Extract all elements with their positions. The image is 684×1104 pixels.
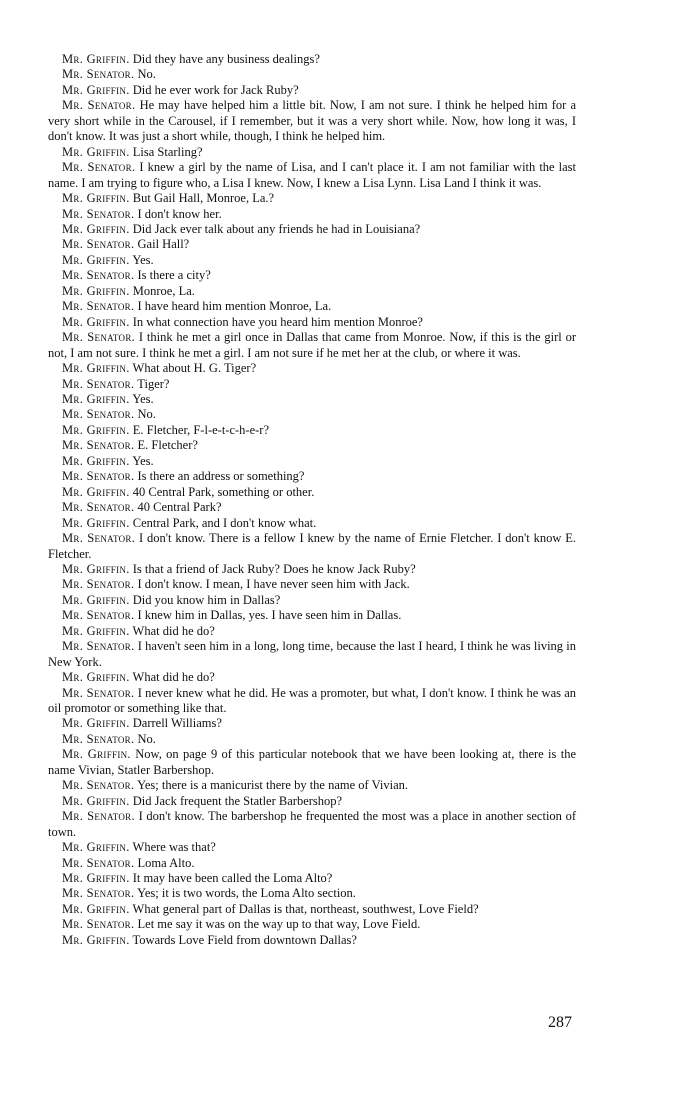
speech-text: Did he ever work for Jack Ruby? <box>132 82 299 97</box>
speech-text: Where was that? <box>132 840 216 855</box>
speech-text: Did you know him in Dallas? <box>132 592 281 607</box>
speech-text: Lisa Starling? <box>132 144 203 159</box>
speaker-name: Mr. Senator. <box>62 160 136 175</box>
speaker-name: Mr. Senator. <box>62 330 136 345</box>
speech-text: It may have been called the Loma Alto? <box>132 871 333 886</box>
speaker-name: Mr. Griffin. <box>62 191 130 206</box>
speaker-name: Mr. Senator. <box>62 917 135 932</box>
transcript-paragraph <box>48 268 576 283</box>
speaker-name: Mr. Griffin. <box>62 932 130 947</box>
speaker-name: Mr. Griffin. <box>62 623 130 638</box>
speech-text: But Gail Hall, Monroe, La.? <box>132 191 275 206</box>
speaker-name: Mr. Senator. <box>62 500 135 515</box>
speech-text: E. Fletcher? <box>137 438 198 453</box>
speaker-name: Mr. Griffin. <box>62 252 130 267</box>
speaker-name: Mr. Griffin. <box>62 793 130 808</box>
speech-text: E. Fletcher, F-l-e-t-c-h-e-r? <box>132 422 269 437</box>
speaker-name: Mr. Senator. <box>62 531 136 546</box>
speech-text: What general part of Dallas is that, northeast, southwest, Love Field? <box>132 901 479 916</box>
transcript-paragraph <box>48 160 576 191</box>
transcript-paragraph <box>48 593 576 608</box>
transcript-paragraph <box>48 407 576 422</box>
speech-text: Monroe, La. <box>132 283 195 298</box>
transcript-paragraph <box>48 840 576 855</box>
transcript-paragraph <box>48 639 576 670</box>
transcript-paragraph <box>48 933 576 948</box>
transcript-paragraph <box>48 856 576 871</box>
speech-text: I think he met a girl once in Dallas that came from Monroe. Now, if this is the girl or not, I am not sure. I think he met a girl. I am not sure if he met her at the club, or where it was. <box>48 330 576 360</box>
transcript-paragraph <box>48 423 576 438</box>
transcript-paragraph <box>48 624 576 639</box>
speech-text: Let me say it was on the way up to that way, Love Field. <box>137 917 421 932</box>
speaker-name: Mr. Senator. <box>62 237 135 252</box>
transcript-paragraph <box>48 191 576 206</box>
speaker-name: Mr. Senator. <box>62 268 135 283</box>
speaker-name: Mr. Griffin. <box>62 361 130 376</box>
speech-text: Did Jack ever talk about any friends he had in Louisiana? <box>132 221 421 236</box>
speaker-name: Mr. Griffin. <box>62 901 130 916</box>
transcript-paragraph <box>48 531 576 562</box>
transcript-paragraph <box>48 516 576 531</box>
speaker-name: Mr. Senator. <box>62 685 135 700</box>
speaker-name: Mr. Griffin. <box>62 515 130 530</box>
transcript-paragraph <box>48 315 576 330</box>
transcript-paragraph <box>48 871 576 886</box>
speaker-name: Mr. Griffin. <box>62 52 130 66</box>
speech-text: Towards Love Field from downtown Dallas? <box>132 932 357 947</box>
speech-text: Yes. <box>132 453 154 468</box>
speaker-name: Mr. Senator. <box>62 376 135 391</box>
speaker-name: Mr. Griffin. <box>62 840 130 855</box>
transcript-paragraph <box>48 778 576 793</box>
speaker-name: Mr. Senator. <box>62 67 135 82</box>
transcript-paragraph <box>48 500 576 515</box>
speaker-name: Mr. Senator. <box>62 299 135 314</box>
speech-text: I don't know. The barbershop he frequented the most was a place in another section of town. <box>48 809 576 839</box>
transcript-paragraph <box>48 747 576 778</box>
speaker-name: Mr. Griffin. <box>62 391 130 406</box>
speech-text: Did they have any business dealings? <box>132 52 320 66</box>
speaker-name: Mr. Griffin. <box>62 221 130 236</box>
speech-text: Is there an address or something? <box>137 469 305 484</box>
speech-text: I don't know her. <box>137 206 222 221</box>
speaker-name: Mr. Senator. <box>62 577 135 592</box>
transcript-paragraph <box>48 438 576 453</box>
speech-text: Did Jack frequent the Statler Barbershop? <box>132 793 343 808</box>
speaker-name: Mr. Griffin. <box>62 283 130 298</box>
transcript-paragraph <box>48 145 576 160</box>
speaker-name: Mr. Griffin. <box>62 82 130 97</box>
speech-text: Tiger? <box>137 376 170 391</box>
transcript-paragraph <box>48 253 576 268</box>
speaker-name: Mr. Griffin. <box>62 592 130 607</box>
speech-text: What did he do? <box>132 670 215 685</box>
speaker-name: Mr. Senator. <box>62 855 135 870</box>
speech-text: Yes. <box>132 391 154 406</box>
transcript-paragraph <box>48 330 576 361</box>
transcript-paragraph <box>48 469 576 484</box>
speech-text: Yes; it is two words, the Loma Alto section. <box>137 886 356 901</box>
speech-text: Central Park, and I don't know what. <box>132 515 317 530</box>
speech-text: Now, on page 9 of this particular notebook that we have been looking at, there is the name Vivian, Statler Barbershop. <box>48 747 576 777</box>
transcript-paragraph <box>48 902 576 917</box>
speech-text: He may have helped him a little bit. Now, I am not sure. I think he helped him for a very short while in the Carousel, if I remember, but it was a very short while. Now, how long it was, I don't know. It was just a short while, though, I think he helped him. <box>48 98 577 144</box>
transcript-paragraph <box>48 886 576 901</box>
speech-text: No. <box>137 407 156 422</box>
speaker-name: Mr. Griffin. <box>62 314 130 329</box>
transcript-paragraph <box>48 454 576 469</box>
speech-text: I knew him in Dallas, yes. I have seen him in Dallas. <box>137 608 402 623</box>
speaker-name: Mr. Griffin. <box>62 871 130 886</box>
transcript-paragraph <box>48 52 576 67</box>
speech-text: 40 Central Park, something or other. <box>132 484 315 499</box>
transcript-paragraph <box>48 686 576 717</box>
transcript-paragraph <box>48 809 576 840</box>
speech-text: What about H. G. Tiger? <box>132 361 257 376</box>
speech-text: Darrell Williams? <box>132 716 222 731</box>
speech-text: 40 Central Park? <box>137 500 222 515</box>
transcript-paragraph <box>48 732 576 747</box>
speech-text: Gail Hall? <box>137 237 190 252</box>
transcript-paragraph <box>48 716 576 731</box>
transcript-paragraph <box>48 670 576 685</box>
speaker-name: Mr. Senator. <box>62 206 135 221</box>
transcript-paragraph <box>48 67 576 82</box>
transcript-paragraph <box>48 83 576 98</box>
transcript-paragraph <box>48 237 576 252</box>
speaker-name: Mr. Senator. <box>62 608 135 623</box>
speech-text: Loma Alto. <box>137 855 195 870</box>
transcript-paragraph <box>48 562 576 577</box>
speaker-name: Mr. Griffin. <box>62 561 130 576</box>
speaker-name: Mr. Griffin. <box>62 747 131 762</box>
speech-text: No. <box>137 67 156 82</box>
speaker-name: Mr. Senator. <box>62 809 135 824</box>
speaker-name: Mr. Senator. <box>62 778 135 793</box>
speaker-name: Mr. Griffin. <box>62 670 130 685</box>
speech-text: I never knew what he did. He was a promoter, but what, I don't know. I think he was an oil promotor or something like that. <box>48 685 577 716</box>
transcript-paragraph <box>48 222 576 237</box>
speech-text: I don't know. I mean, I have never seen him with Jack. <box>137 577 410 592</box>
speech-text: Is there a city? <box>137 268 211 283</box>
transcript-paragraph <box>48 98 576 144</box>
speaker-name: Mr. Senator. <box>62 731 135 746</box>
speaker-name: Mr. Senator. <box>62 407 135 422</box>
speaker-name: Mr. Senator. <box>62 886 135 901</box>
transcript-paragraph <box>48 608 576 623</box>
transcript-paragraph <box>48 361 576 376</box>
speaker-name: Mr. Senator. <box>62 639 135 654</box>
speaker-name: Mr. Griffin. <box>62 716 130 731</box>
speech-text: I don't know. There is a fellow I knew by the name of Ernie Fletcher. I don't know E. Fletcher. <box>48 531 577 561</box>
transcript-paragraph <box>48 577 576 592</box>
speaker-name: Mr. Senator. <box>62 98 136 113</box>
speaker-name: Mr. Griffin. <box>62 422 130 437</box>
speech-text: What did he do? <box>132 623 215 638</box>
speech-text: I haven't seen him in a long, long time, because the last I heard, I think he was living in New York. <box>48 639 577 669</box>
transcript-paragraph <box>48 299 576 314</box>
transcript-paragraph <box>48 485 576 500</box>
speech-text: I have heard him mention Monroe, La. <box>137 299 332 314</box>
transcript-paragraph <box>48 917 576 932</box>
page-number: 287 <box>548 1014 572 1031</box>
speech-text: Yes; there is a manicurist there by the name of Vivian. <box>137 778 409 793</box>
speech-text: In what connection have you heard him mention Monroe? <box>132 314 423 329</box>
transcript-paragraph <box>48 377 576 392</box>
transcript-paragraph <box>48 207 576 222</box>
speaker-name: Mr. Senator. <box>62 438 135 453</box>
speech-text: Yes. <box>132 252 154 267</box>
speaker-name: Mr. Senator. <box>62 469 135 484</box>
speech-text: Is that a friend of Jack Ruby? Does he know Jack Ruby? <box>132 561 416 576</box>
transcript-paragraph <box>48 794 576 809</box>
transcript-body <box>48 52 576 948</box>
speaker-name: Mr. Griffin. <box>62 453 130 468</box>
speaker-name: Mr. Griffin. <box>62 144 130 159</box>
speech-text: I knew a girl by the name of Lisa, and I can't place it. I am not familiar with the last name. I am trying to figure who, a Lisa I knew. Now, I knew a Lisa Lynn. Lisa Land I think it was. <box>48 160 576 190</box>
speaker-name: Mr. Griffin. <box>62 484 130 499</box>
transcript-paragraph <box>48 284 576 299</box>
transcript-paragraph <box>48 392 576 407</box>
speech-text: No. <box>137 731 156 746</box>
